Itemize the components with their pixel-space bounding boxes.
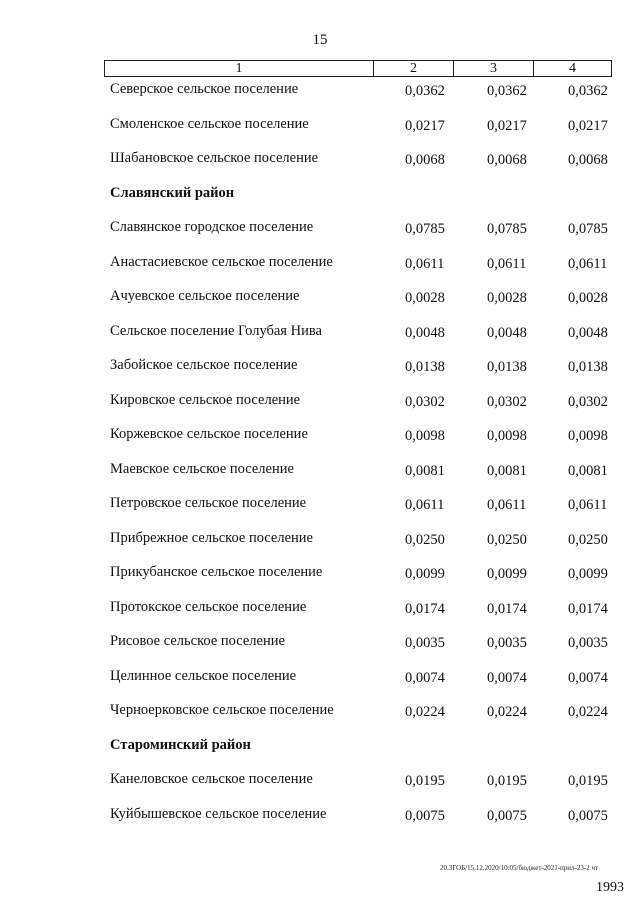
value-col-3: 0,0224 — [487, 704, 527, 720]
value-col-2: 0,0302 — [405, 393, 445, 410]
value-col-2: 0,0611 — [405, 255, 445, 272]
value-col-4: 0,0048 — [568, 324, 608, 341]
value-col-3: 0,0048 — [487, 324, 527, 341]
table-row — [0, 693, 640, 728]
value-col-3: 0,0217 — [487, 117, 527, 134]
value-col-2: 0,0068 — [405, 152, 445, 168]
settlement-name: Шабановское сельское поселение — [110, 150, 319, 166]
value-col-4: 0,0081 — [568, 462, 608, 479]
value-col-4: 0,0174 — [568, 600, 608, 617]
district-heading-row — [0, 728, 640, 763]
settlement-name: Анастасиевское сельское поселение — [110, 253, 333, 270]
value-col-3: 0,0098 — [487, 428, 527, 444]
value-col-4: 0,0068 — [568, 152, 608, 168]
table-row — [0, 486, 640, 521]
value-col-3: 0,0174 — [487, 600, 527, 617]
value-col-3: 0,0068 — [487, 152, 527, 168]
value-col-4: 0,0224 — [568, 704, 608, 720]
value-col-4: 0,0195 — [568, 773, 608, 789]
value-col-4: 0,0611 — [568, 497, 608, 513]
value-col-3: 0,0099 — [487, 566, 527, 582]
table-row — [0, 245, 640, 280]
value-col-3: 0,0195 — [487, 773, 527, 789]
table-row — [0, 590, 640, 625]
value-col-2: 0,0362 — [405, 83, 445, 99]
value-col-2: 0,0099 — [405, 566, 445, 582]
value-col-2: 0,0785 — [405, 221, 445, 237]
district-heading-row — [0, 176, 640, 211]
value-col-3: 0,0035 — [487, 635, 527, 651]
table-row — [0, 383, 640, 418]
value-col-4: 0,0099 — [568, 566, 608, 582]
value-col-2: 0,0081 — [405, 462, 445, 479]
district-name: Староминский район — [110, 736, 251, 753]
value-col-2: 0,0048 — [405, 324, 445, 341]
value-col-3: 0,0074 — [487, 669, 527, 686]
value-col-4: 0,0302 — [568, 393, 608, 410]
value-col-3: 0,0302 — [487, 393, 527, 410]
table-row — [0, 279, 640, 314]
settlement-name: Коржевское сельское поселение — [110, 426, 308, 442]
table-row — [0, 452, 640, 487]
settlement-name: Прикубанское сельское поселение — [110, 564, 323, 580]
settlement-name: Маевское сельское поселение — [110, 460, 294, 477]
value-col-4: 0,0362 — [568, 83, 608, 99]
table-row — [0, 348, 640, 383]
value-col-4: 0,0611 — [568, 255, 608, 272]
settlement-name: Северское сельское поселение — [110, 81, 299, 97]
table-row — [0, 624, 640, 659]
value-col-4: 0,0785 — [568, 221, 608, 237]
value-col-4: 0,0028 — [568, 290, 608, 306]
value-col-4: 0,0075 — [568, 807, 608, 824]
table-row — [0, 555, 640, 590]
settlement-name: Ачуевское сельское поселение — [110, 288, 300, 304]
settlement-name: Куйбышевское сельское поселение — [110, 805, 327, 822]
value-col-4: 0,0098 — [568, 428, 608, 444]
table-body — [0, 72, 640, 831]
settlement-name: Целинное сельское поселение — [110, 667, 297, 684]
settlement-name: Петровское сельское поселение — [110, 495, 307, 511]
value-col-2: 0,0035 — [405, 635, 445, 651]
value-col-3: 0,0075 — [487, 807, 527, 824]
value-col-3: 0,0785 — [487, 221, 527, 237]
value-col-3: 0,0611 — [487, 255, 527, 272]
value-col-2: 0,0217 — [405, 117, 445, 134]
settlement-name: Смоленское сельское поселение — [110, 115, 309, 132]
value-col-3: 0,0138 — [487, 359, 527, 375]
table-row — [0, 107, 640, 142]
table-row — [0, 314, 640, 349]
value-col-2: 0,0611 — [405, 497, 445, 513]
value-col-3: 0,0362 — [487, 83, 527, 99]
value-col-2: 0,0075 — [405, 807, 445, 824]
page-number: 15 — [312, 32, 328, 48]
settlement-name: Рисовое сельское поселение — [110, 633, 285, 649]
document-code: 20.3ГОБ/15.12.2020/10:05/бюджет-2021-прил-23-2 чт — [440, 864, 599, 872]
value-col-3: 0,0081 — [487, 462, 527, 479]
value-col-3: 0,0250 — [487, 531, 527, 548]
settlement-name: Прибрежное сельское поселение — [110, 529, 313, 546]
district-name: Славянский район — [110, 184, 235, 201]
table-row — [0, 762, 640, 797]
settlement-name: Сельское поселение Голубая Нива — [110, 322, 322, 339]
table-row — [0, 659, 640, 694]
column-header-3: 3 — [454, 61, 534, 76]
value-col-2: 0,0224 — [405, 704, 445, 720]
table-row — [0, 141, 640, 176]
settlement-name: Протокское сельское поселение — [110, 598, 307, 615]
value-col-4: 0,0217 — [568, 117, 608, 134]
value-col-2: 0,0174 — [405, 600, 445, 617]
value-col-2: 0,0098 — [405, 428, 445, 444]
value-col-2: 0,0028 — [405, 290, 445, 306]
table-row — [0, 797, 640, 832]
column-header-2: 2 — [374, 61, 454, 76]
value-col-4: 0,0250 — [568, 531, 608, 548]
settlement-name: Канеловское сельское поселение — [110, 771, 313, 787]
value-col-4: 0,0138 — [568, 359, 608, 375]
value-col-4: 0,0074 — [568, 669, 608, 686]
sheet-number: 1993 — [596, 880, 624, 895]
settlement-name: Кировское сельское поселение — [110, 391, 301, 408]
value-col-2: 0,0074 — [405, 669, 445, 686]
value-col-3: 0,0611 — [487, 497, 527, 513]
value-col-2: 0,0195 — [405, 773, 445, 789]
value-col-2: 0,0250 — [405, 531, 445, 548]
column-header-4: 4 — [569, 61, 576, 76]
table-row — [0, 72, 640, 107]
settlement-name: Славянское городское поселение — [110, 219, 314, 235]
table-row — [0, 521, 640, 556]
table-row — [0, 417, 640, 452]
value-col-2: 0,0138 — [405, 359, 445, 375]
table-row — [0, 210, 640, 245]
settlement-name: Забойское сельское поселение — [110, 357, 298, 373]
value-col-4: 0,0035 — [568, 635, 608, 651]
value-col-3: 0,0028 — [487, 290, 527, 306]
column-header-1: 1 — [105, 61, 374, 76]
settlement-name: Черноерковское сельское поселение — [110, 702, 334, 718]
